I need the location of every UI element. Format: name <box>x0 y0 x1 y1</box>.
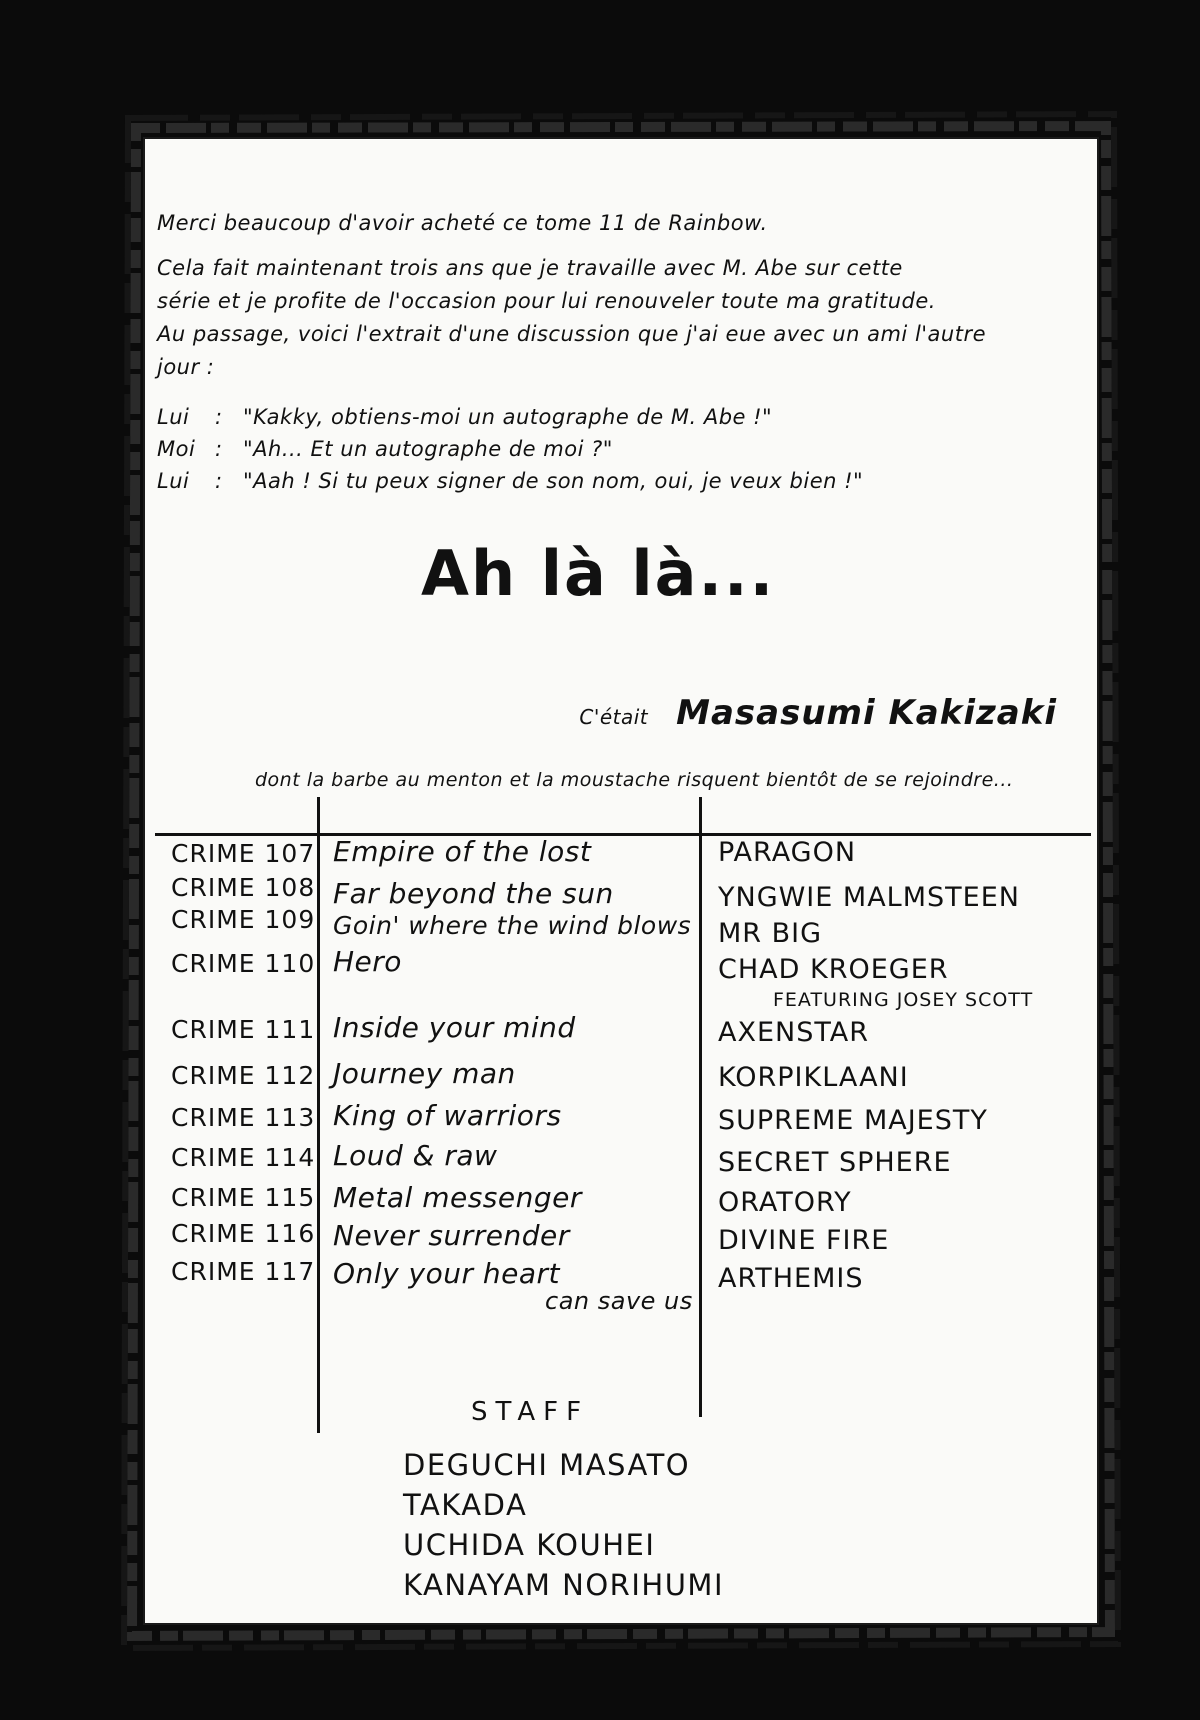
crime-number: CRIME 108 <box>171 873 316 902</box>
staff-member: KANAYAM NORIHUMI <box>403 1568 724 1602</box>
crime-number: CRIME 109 <box>171 905 316 934</box>
crime-number: CRIME 114 <box>171 1143 316 1172</box>
page-paper <box>143 137 1099 1625</box>
message-line-5: jour : <box>157 355 215 379</box>
crime-number: CRIME 111 <box>171 1015 316 1044</box>
colon: : <box>215 405 223 429</box>
speaker: Moi <box>157 437 196 461</box>
table-top-rule <box>155 833 1091 836</box>
band-name: SECRET SPHERE <box>718 1147 952 1178</box>
chapter-title: Only your heart <box>333 1257 561 1290</box>
band-name: PARAGON <box>718 837 857 868</box>
crime-number: CRIME 110 <box>171 949 316 978</box>
staff-credits <box>403 1397 724 1605</box>
band-name: KORPIKLAANI <box>718 1062 909 1093</box>
chapter-title: Hero <box>333 945 402 978</box>
staff-member: UCHIDA KOUHEI <box>403 1528 656 1562</box>
chapter-title: Journey man <box>333 1057 516 1090</box>
message-line-3: série et je profite de l'occasion pour lui renouveler toute ma gratitude. <box>157 289 936 313</box>
crime-number: CRIME 117 <box>171 1257 316 1286</box>
band-name: ARTHEMIS <box>718 1263 864 1294</box>
featuring-credit: FEATURING JOSEY SCOTT <box>773 989 1034 1011</box>
speaker: Lui <box>157 405 190 429</box>
crime-number: CRIME 116 <box>171 1219 316 1248</box>
crime-number: CRIME 112 <box>171 1061 316 1090</box>
table-divider-right <box>699 797 702 1417</box>
staff-member: TAKADA <box>403 1488 528 1522</box>
signature-note: dont la barbe au menton et la moustache risquent bientôt de se rejoindre... <box>255 769 1014 791</box>
band-name: CHAD KROEGER <box>718 954 949 985</box>
message-line-1: Merci beaucoup d'avoir acheté ce tome 11 de Rainbow. <box>157 211 768 235</box>
chapter-title: Goin' where the wind blows <box>333 911 692 940</box>
band-name: SUPREME MAJESTY <box>718 1105 988 1136</box>
crime-number: CRIME 113 <box>171 1103 316 1132</box>
colon: : <box>215 469 223 493</box>
staff-list <box>403 1445 724 1605</box>
band-name: ORATORY <box>718 1187 852 1218</box>
chapter-title: Inside your mind <box>333 1011 576 1044</box>
message-line-2: Cela fait maintenant trois ans que je travaille avec M. Abe sur cette <box>157 256 903 280</box>
crime-number: CRIME 107 <box>171 839 316 868</box>
chapter-title: Metal messenger <box>333 1181 582 1214</box>
band-name: DIVINE FIRE <box>718 1225 890 1256</box>
band-name: YNGWIE MALMSTEEN <box>718 882 1020 913</box>
table-divider-left <box>317 797 320 1433</box>
exclamation: Ah là là... <box>421 537 776 610</box>
staff-member: DEGUCHI MASATO <box>403 1448 691 1482</box>
chapter-title-continued: can save us <box>545 1287 693 1315</box>
dialogue-text: "Aah ! Si tu peux signer de son nom, oui, je veux bien !" <box>243 469 864 493</box>
colon: : <box>215 437 223 461</box>
chapter-title: King of warriors <box>333 1099 562 1132</box>
author-name: Masasumi Kakizaki <box>676 693 1057 733</box>
chapter-title: Never surrender <box>333 1219 570 1252</box>
band-name: MR BIG <box>718 918 823 949</box>
message-line-4: Au passage, voici l'extrait d'une discussion que j'ai eue avec un ami l'autre <box>157 322 987 346</box>
dialogue-text: "Kakky, obtiens-moi un autographe de M. Abe !" <box>243 405 773 429</box>
band-name: AXENSTAR <box>718 1017 869 1048</box>
dialogue-text: "Ah... Et un autographe de moi ?" <box>243 437 613 461</box>
crime-number: CRIME 115 <box>171 1183 316 1212</box>
signature-intro: C'était <box>579 705 649 729</box>
chapter-title: Far beyond the sun <box>333 877 614 910</box>
chapter-title: Empire of the lost <box>333 835 592 868</box>
speaker: Lui <box>157 469 190 493</box>
chapter-title: Loud & raw <box>333 1139 498 1172</box>
staff-title: STAFF <box>471 1397 590 1427</box>
